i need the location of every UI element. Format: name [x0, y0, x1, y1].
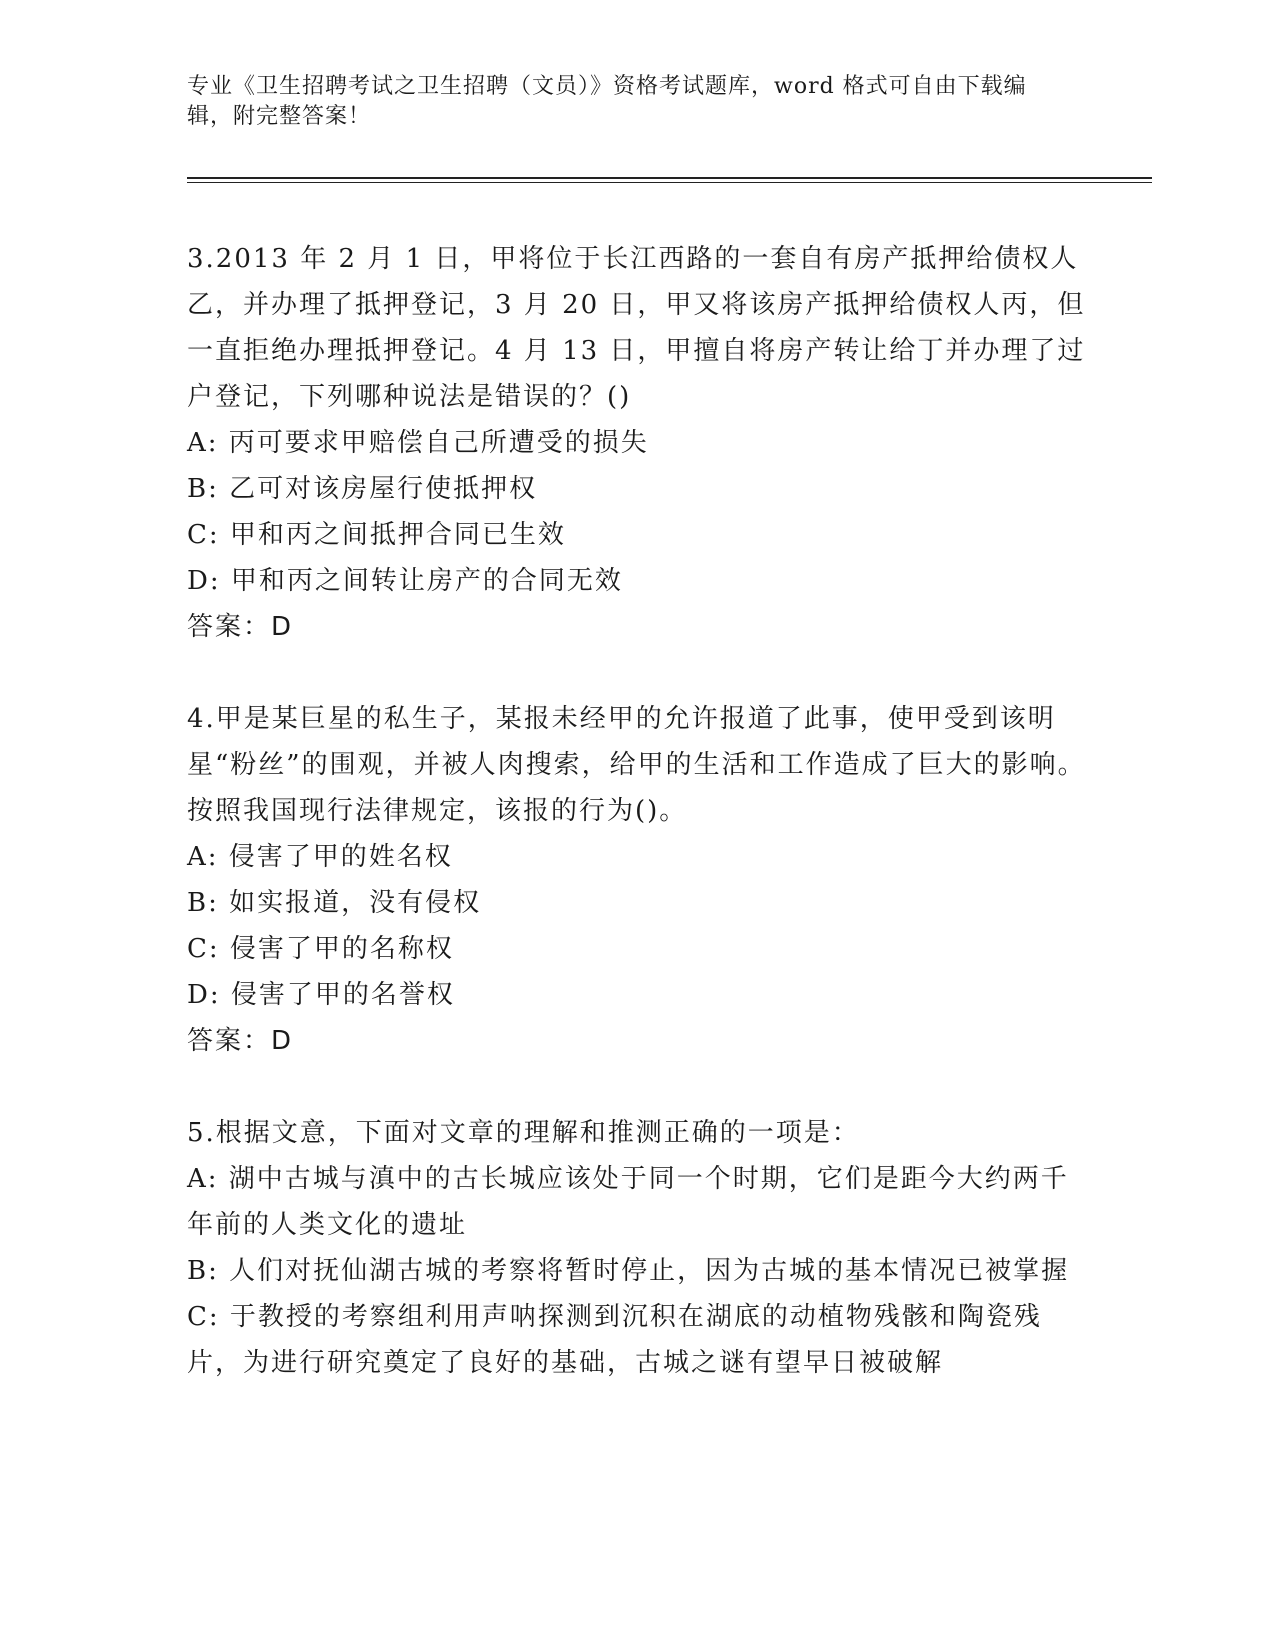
question-option: B: 乙可对该房屋行使抵押权 [187, 474, 538, 504]
question-item [187, 236, 1087, 650]
header-rule-thin [187, 182, 1152, 183]
question-item [187, 696, 1087, 1064]
question-item [187, 1110, 1087, 1386]
question-text: 4.甲是某巨星的私生子，某报未经甲的允许报道了此事，使甲受到该明星“粉丝”的围观，并被人肉搜索，给甲的生活和工作造成了巨大的影响。按照我国现行法律规定，该报的行为()。 [187, 704, 1086, 826]
question-option: C: 甲和丙之间抵押合同已生效 [187, 520, 566, 550]
question-answer: 答案：D [187, 612, 294, 642]
document-header: 专业《卫生招聘考试之卫生招聘（文员）》资格考试题库，word 格式可自由下载编辑，附完整答案！ [187, 74, 1027, 129]
header-rule-thick [187, 177, 1152, 179]
question-option: B: 人们对抚仙湖古城的考察将暂时停止，因为古城的基本情况已被掌握 [187, 1256, 1070, 1286]
question-option: A: 侵害了甲的姓名权 [187, 842, 453, 872]
question-option: C: 侵害了甲的名称权 [187, 934, 454, 964]
question-option: D: 甲和丙之间转让房产的合同无效 [187, 566, 623, 596]
question-text: 3.2013 年 2 月 1 日，甲将位于长江西路的一套自有房产抵押给债权人乙，并办理了抵押登记，3 月 20 日，甲又将该房产抵押给债权人丙，但一直拒绝办理抵押登记。4 月 13 日，甲擅自将房产转让给丁并办理了过户登记，下列哪种说法是错误的？() [187, 244, 1086, 412]
question-answer: 答案：D [187, 1026, 294, 1056]
question-option: A: 丙可要求甲赔偿自己所遭受的损失 [187, 428, 649, 458]
question-option: A: 湖中古城与滇中的古长城应该处于同一个时期，它们是距今大约两千年前的人类文化的遗址 [187, 1164, 1069, 1240]
question-option: B: 如实报道，没有侵权 [187, 888, 482, 918]
question-text: 5.根据文意，下面对文章的理解和推测正确的一项是： [187, 1118, 860, 1148]
question-list [187, 236, 1087, 1432]
question-option: C: 于教授的考察组利用声呐探测到沉积在湖底的动植物残骸和陶瓷残片，为进行研究奠定了良好的基础，古城之谜有望早日被破解 [187, 1302, 1042, 1378]
question-option: D: 侵害了甲的名誉权 [187, 980, 455, 1010]
